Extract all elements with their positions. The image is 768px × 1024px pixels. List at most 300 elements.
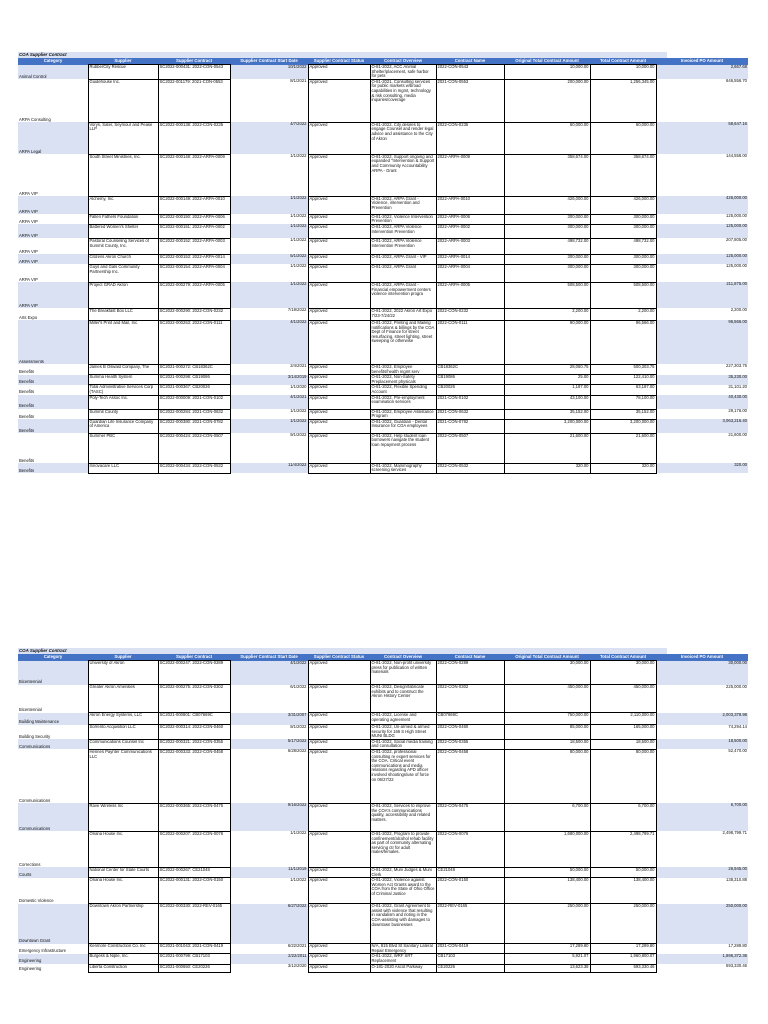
supplier-contract-cell: SC2021-000801: CB07669C	[158, 713, 230, 725]
status-cell: Approved	[308, 320, 370, 364]
original-amount-cell: 5,921.07	[504, 954, 590, 964]
supplier-contract-cell: SC2022-000333: 2022-CON-0458	[158, 749, 230, 803]
original-amount-cell: 2,200.00	[504, 308, 590, 320]
status-cell: Approved	[308, 954, 370, 964]
start-date-cell: 6/22/2021	[287, 943, 307, 948]
contract-name-cell: 2022-CON-0543	[436, 65, 504, 80]
start-date-cell: 2/4/2021	[290, 364, 307, 369]
supplier-contract-cell: SC2021-001043: 2021-CON-0419	[158, 944, 230, 954]
original-amount-cell: 90,000.00	[504, 320, 590, 364]
contract-name-cell: 2021-CON-0632	[436, 409, 504, 419]
overview-cell: O-81-2022, Program to provide confinement/alcohol rehab facility as part of community alternating servicing ctr for adult males/females.	[370, 831, 436, 867]
invoiced-amount-cell: 96,566.00	[656, 320, 748, 364]
invoiced-amount-cell: 593,330.46	[726, 964, 747, 969]
contract-name-cell: CB18362C	[436, 364, 504, 374]
overview-cell: O-81-2022, Non-Safety Preplacement physicals	[370, 375, 436, 385]
supplier-cell: Burgess & Niple, Inc.	[88, 954, 158, 964]
table-row	[18, 308, 748, 320]
start-date-cell: 6/1/2022	[290, 684, 307, 689]
overview-cell: O-81-2022, Social media training and consultation	[370, 739, 436, 749]
start-date-cell: 3/31/2007	[230, 713, 308, 725]
overview-cell: O-81-2022, Flexible Spending Account	[370, 385, 436, 395]
status-cell: Approved	[308, 122, 370, 154]
invoiced-amount-cell: 18,500.00	[656, 739, 748, 749]
header-total-amount: Total Contract Amount	[590, 654, 656, 661]
original-amount-cell: 80,000.00	[504, 749, 590, 803]
header-supplier-contract: Supplier Contract	[158, 58, 230, 65]
table-body	[18, 65, 748, 474]
table-row	[18, 122, 748, 154]
supplier-cell: Hennes Paynter Communications LLC	[88, 749, 158, 803]
supplier-contract-cell: SC2022-000314: 2022-CON-0460	[158, 725, 230, 740]
contract-name-cell: CB19086	[436, 375, 504, 385]
overview-cell: O-81-2022, ACC Animal Shelter/placement, safe harbor for pets	[370, 65, 436, 80]
start-date-cell: 1/1/2022	[230, 196, 308, 214]
invoiced-amount-cell: 211,875.00	[656, 282, 748, 308]
category-cell: Engineering	[18, 954, 88, 964]
invoiced-amount-cell: 2,498,799.71	[722, 831, 747, 836]
table-row	[18, 385, 748, 395]
start-date-cell: 4/1/2022	[230, 320, 308, 364]
invoiced-amount-cell: 52,470.00	[728, 749, 747, 754]
start-date-cell: 9/16/2022	[230, 803, 308, 831]
invoiced-amount-cell: 426,000.00	[656, 196, 748, 214]
overview-cell: O-81-2022, Non-profit university press for publication of written materials	[370, 661, 436, 685]
supplier-cell: Citizens Akron Church	[88, 254, 158, 264]
start-date-cell: 11/4/2022	[230, 463, 308, 473]
original-amount-cell: 60,000.00	[504, 122, 590, 154]
original-amount-cell: 13,623.38	[504, 964, 590, 972]
table-row	[18, 739, 748, 749]
status-cell: Approved	[308, 264, 370, 282]
status-cell: Approved	[308, 224, 370, 238]
invoiced-amount-cell: 225,000.00	[726, 684, 747, 689]
supplier-cell: The Breakfast Box LLC	[88, 308, 158, 320]
overview-cell: O-81-2022, Pre-employment examination services	[370, 395, 436, 409]
original-amount-cell: 138,400.00	[504, 878, 590, 904]
category-cell: ARPA VIP	[18, 224, 88, 238]
start-date-cell: 1/1/2022	[290, 831, 307, 836]
supplier-cell: Greater Akron Amenities	[88, 685, 158, 713]
original-amount-cell: 50,000.00	[504, 867, 590, 877]
contract-name-cell: 2022-ARPA-0009	[436, 154, 504, 196]
start-date-cell: 8/1/2021	[290, 79, 307, 84]
overview-cell: O-81-2022, WRF SRT Replacement	[370, 954, 436, 964]
table-row	[18, 364, 748, 374]
start-date-cell: 1/1/2022	[290, 154, 307, 159]
supplier-contract-cell: SC2022-000149: 2022-ARPA-0010	[158, 196, 230, 214]
contract-name-cell: 2022-REV-0165	[436, 904, 504, 944]
table-row	[18, 954, 748, 964]
table-row	[18, 65, 748, 80]
total-amount-cell: 300,000.00	[590, 264, 656, 282]
category-cell: Benefits	[19, 369, 35, 375]
start-date-cell: 4/7/2022	[230, 122, 308, 154]
overview-cell: O-81-2022, Mammography screening services	[370, 463, 436, 473]
total-amount-cell: 426,000.00	[590, 196, 656, 214]
status-cell: Approved	[308, 419, 370, 433]
contract-name-cell: 2022-CON-0507	[436, 433, 504, 463]
supplier-cell: Poly-Tech Assoc Inc.	[88, 395, 158, 409]
category-cell: ARPA VIP	[19, 248, 38, 254]
status-cell: Approved	[308, 803, 370, 831]
category-cell: Benefits	[18, 395, 88, 409]
status-cell: Approved	[308, 154, 370, 196]
header-overview: Contract Overview	[370, 654, 436, 661]
total-amount-cell: 3,200,000.00	[590, 419, 656, 433]
status-cell: Approved	[308, 282, 370, 308]
original-amount-cell: 200,000.00	[504, 79, 590, 122]
table-row	[18, 685, 748, 713]
table-row	[18, 254, 748, 264]
start-date-cell: 9/1/2022	[290, 433, 307, 438]
category-cell: Engineering	[19, 966, 42, 972]
supplier-cell: James B Oswald Company, The	[88, 364, 158, 374]
supplier-cell: Pastoral Counseling Services of Summit County, Inc.	[88, 238, 158, 254]
overview-cell: O-81-2022, Violence against Women Act Grants award to the COA from the State of Ohio Office of Criminal Justice	[370, 878, 436, 904]
category-cell: ARPA VIP	[18, 196, 88, 214]
contract-name-cell: CE20226	[436, 964, 504, 972]
invoiced-amount-cell: 29,176.00	[728, 409, 747, 414]
total-amount-cell: 1,960,800.07	[590, 954, 656, 964]
supplier-cell: Akron Energy Systems, LLC	[88, 713, 158, 725]
category-cell: ARPA Legal	[18, 122, 88, 154]
table-row	[18, 803, 748, 831]
overview-cell: O-81-2022, ARPA Grant - Financial empowerment centers violence intervention progra	[370, 282, 436, 308]
status-cell: Approved	[308, 385, 370, 395]
header-start-date: Supplier Contract Start Date	[230, 654, 308, 661]
original-amount-cell: 300,000.00	[504, 254, 590, 264]
start-date-cell: 1/1/2022	[290, 214, 307, 219]
original-amount-cell: 3,200,000.00	[504, 419, 590, 433]
supplier-cell: Battered Women's Shelter	[88, 224, 158, 238]
table-row	[18, 878, 748, 904]
supplier-cell: Kenmore Construction Co. Inc	[88, 944, 158, 954]
category-cell: Communications	[18, 803, 88, 831]
original-amount-cell: 43,100.00	[504, 395, 590, 409]
supplier-cell: Project GRAD Akron	[88, 282, 158, 308]
invoiced-amount-cell: 2,200.00	[730, 308, 747, 313]
table-row	[18, 463, 748, 473]
status-cell: Approved	[308, 65, 370, 80]
category-cell: Communications	[18, 739, 88, 749]
start-date-cell: 6/28/2022	[287, 749, 307, 754]
supplier-cell: Fallen Fathers Foundation	[88, 214, 158, 224]
table-row	[18, 867, 748, 877]
table-row	[18, 238, 748, 254]
invoiced-amount-cell: 31,101.20	[728, 384, 747, 389]
status-cell: Approved	[308, 739, 370, 749]
total-amount-cell: 1,256,345.00	[590, 79, 656, 122]
supplier-contract-cell: SC2022-000253: 2022-CON-0111	[158, 320, 230, 364]
overview-cell: O-81-2022, professional consulting re expert services for the COA. Critical event communications and media relations regarding APD officer involved shootings/use of force on 06/27/22	[370, 749, 436, 803]
total-amount-cell: 17,289.80	[590, 944, 656, 954]
total-amount-cell: 2,498,799.71	[590, 831, 656, 867]
status-cell: Approved	[308, 433, 370, 463]
start-date-cell: 1/1/2022	[290, 877, 307, 882]
start-date-cell: 1/1/2022	[230, 224, 308, 238]
supplier-cell: University of Akron	[88, 661, 158, 685]
supplier-cell: Downtown Akron Partnership	[88, 904, 158, 944]
total-amount-cell: 80,000.00	[590, 749, 656, 803]
header-total-amount: Total Contract Amount	[590, 58, 656, 65]
supplier-cell: Summa Health System	[88, 375, 158, 385]
start-date-cell: 1/1/2022	[230, 419, 308, 433]
overview-cell: O-81-2022, Un-armed & armed security for 166 S High Street MUNI BLDG	[370, 725, 436, 740]
original-amount-cell: 300,000.00	[504, 224, 590, 238]
supplier-contract-cell: SC2021-000650: CE20226	[158, 964, 230, 972]
original-amount-cell: 450,000.00	[504, 685, 590, 713]
total-amount-cell: 63,187.00	[590, 385, 656, 395]
contract-name-cell: CE21048	[436, 867, 504, 877]
supplier-contract-cell: SC2022-000434: 2022-CON-0532	[158, 463, 230, 473]
supplier-cell: Guys and Gals Community Partnership Inc.	[88, 264, 158, 282]
contract-name-cell: 2021-CON-0419	[436, 944, 504, 954]
contract-name-cell: 2022-CON-0232	[436, 308, 504, 320]
header-original-amount: Original Total Contract Amount	[504, 58, 590, 65]
supplier-contract-cell: SC2022-000380: 2021-CON-0782	[158, 419, 230, 433]
total-amount-cell: 358,674.00	[590, 154, 656, 196]
overview-cell: O-81-2022, Services to improve the COA's communications quality, accessibility and related matters.	[370, 803, 436, 831]
original-amount-cell: 28,060.75	[504, 364, 590, 374]
supplier-contract-cell: SC2021-000367: CB20026	[158, 385, 230, 395]
header-invoiced-amount: Invoiced PO Amount	[656, 58, 748, 65]
original-amount-cell: 17,289.80	[504, 944, 590, 954]
total-amount-cell: 122,410.00	[590, 375, 656, 385]
contract-name-cell: 2022-ARPA-0002	[436, 224, 504, 238]
start-date-cell: 3/12/2020	[287, 964, 307, 969]
original-amount-cell: 750,000.00	[504, 713, 590, 725]
start-date-cell: 10/1/2022	[230, 65, 308, 80]
contract-name-cell: 2022-CON-0235	[436, 122, 504, 154]
supplier-contract-cell: SC2021-000272: CB18362C	[158, 364, 230, 374]
category-cell: ARPA VIP	[19, 276, 38, 282]
table-row	[18, 214, 748, 224]
invoiced-amount-cell: 207,805.00	[726, 238, 747, 243]
start-date-cell: 1/1/2020	[290, 384, 307, 389]
overview-cell: O-81-2022, City desires to engage Counsel and render legal advice and assistance to the City of Akron	[370, 122, 436, 154]
sheet-page-1	[18, 52, 748, 474]
table-row	[18, 713, 748, 725]
category-cell: Bicentennial	[19, 706, 42, 712]
supplier-contract-cell: SC2022-001179: 2021-CON-0553	[158, 79, 230, 122]
contract-name-cell: 2021-CON-0782	[436, 419, 504, 433]
supplier-contract-cell: SC2022-000154: 2022-ARPA-0004	[158, 264, 230, 282]
status-cell: Approved	[308, 409, 370, 419]
total-amount-cell: 30,000.00	[590, 661, 656, 685]
original-amount-cell: 498,732.00	[504, 238, 590, 254]
category-cell: Assessments	[18, 320, 88, 364]
contract-name-cell: 2022-CON-0458	[436, 749, 504, 803]
table-row	[18, 831, 748, 867]
invoiced-amount-cell: 2,667.68	[656, 65, 748, 80]
category-cell: Communications	[19, 797, 51, 803]
invoiced-amount-cell: 2,003,378.98	[656, 713, 748, 725]
category-cell: Building Security	[19, 733, 51, 739]
supplier-contract-cell: SC2022-000153: 2022-ARPA-0014	[158, 254, 230, 264]
total-amount-cell: 500,303.75	[590, 364, 656, 374]
header-overview: Contract Overview	[370, 58, 436, 65]
start-date-cell: 5/17/2022	[230, 739, 308, 749]
total-amount-cell: 96,566.00	[590, 320, 656, 364]
overview-cell: O-81-2022, Violence Intervention Prevention	[370, 214, 436, 224]
contract-name-cell: CB17103	[436, 954, 504, 964]
invoiced-amount-cell: 6,700.00	[656, 803, 748, 831]
table-row	[18, 964, 748, 972]
total-amount-cell: 35,152.00	[590, 409, 656, 419]
original-amount-cell: 1,680,000.00	[504, 831, 590, 867]
category-cell: Domestic Violence	[19, 898, 54, 904]
header-status: Supplier Contract Status	[308, 58, 370, 65]
original-amount-cell: 25.00	[504, 375, 590, 385]
status-cell: Approved	[308, 685, 370, 713]
invoiced-amount-cell: 646,556.70	[726, 79, 747, 84]
start-date-cell: 5/1/2022	[230, 254, 308, 264]
start-date-cell: 2/22/2011	[230, 954, 308, 964]
supplier-contract-cell: SC2021-000298: CB19086	[158, 375, 230, 385]
status-cell: Approved	[308, 308, 370, 320]
supplier-cell: Oriana House Inc.	[88, 831, 158, 867]
table-row	[18, 224, 748, 238]
supplier-contract-cell: SC2022-000431: 2022-CON-0543	[158, 65, 230, 80]
total-amount-cell: 6,700.00	[590, 803, 656, 831]
supplier-contract-cell: SC2022-000424: 2022-CON-0507	[158, 433, 230, 463]
total-amount-cell: 2,200.00	[590, 308, 656, 320]
supplier-contract-cell: SC2022-000365: 2022-CON-0475	[158, 803, 230, 831]
start-date-cell: 6/27/2022	[230, 904, 308, 944]
category-cell: Arts Expo	[19, 314, 38, 320]
category-cell: Benefits	[18, 463, 88, 473]
total-amount-cell: 508,500.00	[590, 282, 656, 308]
start-date-cell: 7/19/2022	[287, 308, 307, 313]
header-supplier-contract: Supplier Contract	[158, 654, 230, 661]
start-date-cell: 1/1/2022	[290, 264, 307, 269]
total-amount-cell: 300,000.00	[590, 214, 656, 224]
contract-name-cell: 2022-ARPA-0010	[436, 196, 504, 214]
header-status: Supplier Contract Status	[308, 654, 370, 661]
supplier-contract-cell: SC2022-000290: 2022-CON-0232	[158, 308, 230, 320]
contract-name-cell: 2022-CON-0302	[436, 685, 504, 713]
status-cell: Approved	[308, 749, 370, 803]
invoiced-amount-cell: 138,310.88	[726, 877, 747, 882]
table-row	[18, 904, 748, 944]
status-cell: Approved	[308, 238, 370, 254]
table-row	[18, 154, 748, 196]
invoiced-amount-cell: 125,000.00	[656, 254, 748, 264]
status-cell: Approved	[308, 878, 370, 904]
category-cell: ARPA VIP	[18, 282, 88, 308]
table-row	[18, 419, 748, 433]
contract-name-cell: 2022-ARPA-0006	[436, 214, 504, 224]
contract-name-cell: 2022-CON-0532	[436, 463, 504, 473]
total-amount-cell: 250,000.00	[590, 904, 656, 944]
supplier-cell: Rave Wireless Inc	[88, 803, 158, 831]
start-date-cell: 4/1/2022	[230, 661, 308, 685]
overview-cell: O-81-2022, Employee Assistance Program	[370, 409, 436, 419]
overview-cell: O-81-2022, 2022 Akron Art Expo 7/23-7/24/22	[370, 308, 436, 320]
overview-cell: O-81-2022, Design/fabricate exhibits and to construct the Akron History Center	[370, 685, 436, 713]
supplier-cell: Liberta Construction	[88, 964, 158, 972]
supplier-contract-cell: SC2022-000321: 2022-CON-0355	[158, 739, 230, 749]
start-date-cell: 1/1/2022	[290, 238, 307, 243]
header-invoiced-amount: Invoiced PO Amount	[656, 654, 748, 661]
status-cell: Approved	[308, 214, 370, 224]
table-row	[18, 79, 748, 122]
status-cell: Approved	[308, 831, 370, 867]
start-date-cell: 8/1/2022	[290, 724, 307, 729]
status-cell: Approved	[308, 725, 370, 740]
invoiced-amount-cell: 125,000.00	[726, 264, 747, 269]
contract-name-cell: 2022-ARPA-0005	[436, 282, 504, 308]
table-row	[18, 409, 748, 419]
invoiced-amount-cell: 58,647.16	[656, 122, 748, 154]
table-row	[18, 944, 748, 954]
total-amount-cell: 18,500.00	[590, 739, 656, 749]
category-cell: Bicentennial	[18, 661, 88, 685]
contract-name-cell: 2022-CON-0076	[436, 831, 504, 867]
header-original-amount: Original Total Contract Amount	[504, 654, 590, 661]
supplier-contract-cell: SC2022-000151: 2022-ARPA-0002	[158, 224, 230, 238]
sheet-title: COA Supplier Contract	[18, 648, 667, 654]
total-amount-cell: 2,110,000.00	[590, 713, 656, 725]
overview-cell: O-81-2022, Muni Judges & Muni Clerk	[370, 867, 436, 877]
invoiced-amount-cell: 40,430.00	[656, 395, 748, 409]
original-amount-cell: 35,152.00	[504, 409, 590, 419]
status-cell: Approved	[308, 867, 370, 877]
category-cell: Building Maintenance	[18, 713, 88, 725]
supplier-cell: Guidehouse Inc.	[88, 79, 158, 122]
table-row	[18, 282, 748, 308]
total-amount-cell: 10,000.00	[590, 65, 656, 80]
original-amount-cell: 85,000.00	[504, 725, 590, 740]
invoiced-amount-cell: 125,000.00	[726, 214, 747, 219]
contract-name-cell: CB07669C	[436, 713, 504, 725]
status-cell: Approved	[308, 79, 370, 122]
supplier-cell: Sorrento Acquisition LLC	[88, 725, 158, 740]
contract-name-cell: 2022-CON-0150	[436, 878, 504, 904]
invoiced-amount-cell: 250,000.00	[656, 904, 748, 944]
total-amount-cell: 138,400.00	[590, 878, 656, 904]
overview-cell: O-81-2022, License and operating agreement	[370, 713, 436, 725]
original-amount-cell: 1,187.00	[504, 385, 590, 395]
supplier-contract-cell: SC2022-000131: 2022-CON-0150	[158, 878, 230, 904]
category-cell: Benefits	[19, 413, 35, 419]
contract-name-cell: 2022-CON-0475	[436, 803, 504, 831]
supplier-contract-cell: SC2022-000152: 2022-ARPA-0003	[158, 238, 230, 254]
header-supplier: Supplier	[88, 654, 158, 661]
supplier-cell: Innovacare LLC	[88, 463, 158, 473]
header-supplier: Supplier	[88, 58, 158, 65]
table-row	[18, 320, 748, 364]
original-amount-cell: 21,600.00	[504, 433, 590, 463]
overview-cell: O-81-2022, ARPA Grant - VIP	[370, 254, 436, 264]
category-cell: ARPA VIP	[19, 218, 38, 224]
table-row	[18, 749, 748, 803]
invoiced-amount-cell: 144,558.00	[726, 154, 747, 159]
total-amount-cell: 50,000.00	[590, 867, 656, 877]
contract-name-cell: 2022-ARPA-0003	[436, 238, 504, 254]
status-cell: Approved	[308, 713, 370, 725]
supplier-cell: RubberCity Rescue	[88, 65, 158, 80]
invoiced-amount-cell: 21,600.00	[728, 433, 747, 438]
total-amount-cell: 21,600.00	[590, 433, 656, 463]
total-amount-cell: 320.00	[590, 463, 656, 473]
supplier-contract-cell: SC2022-000148: 2022-ARPA-0009	[158, 154, 230, 196]
contract-table	[18, 654, 748, 973]
invoiced-amount-cell: 3,063,216.40	[656, 419, 748, 433]
category-cell: Animal Control	[18, 65, 88, 80]
supplier-cell: Total Administrative Services Corp (TASC)	[88, 385, 158, 395]
